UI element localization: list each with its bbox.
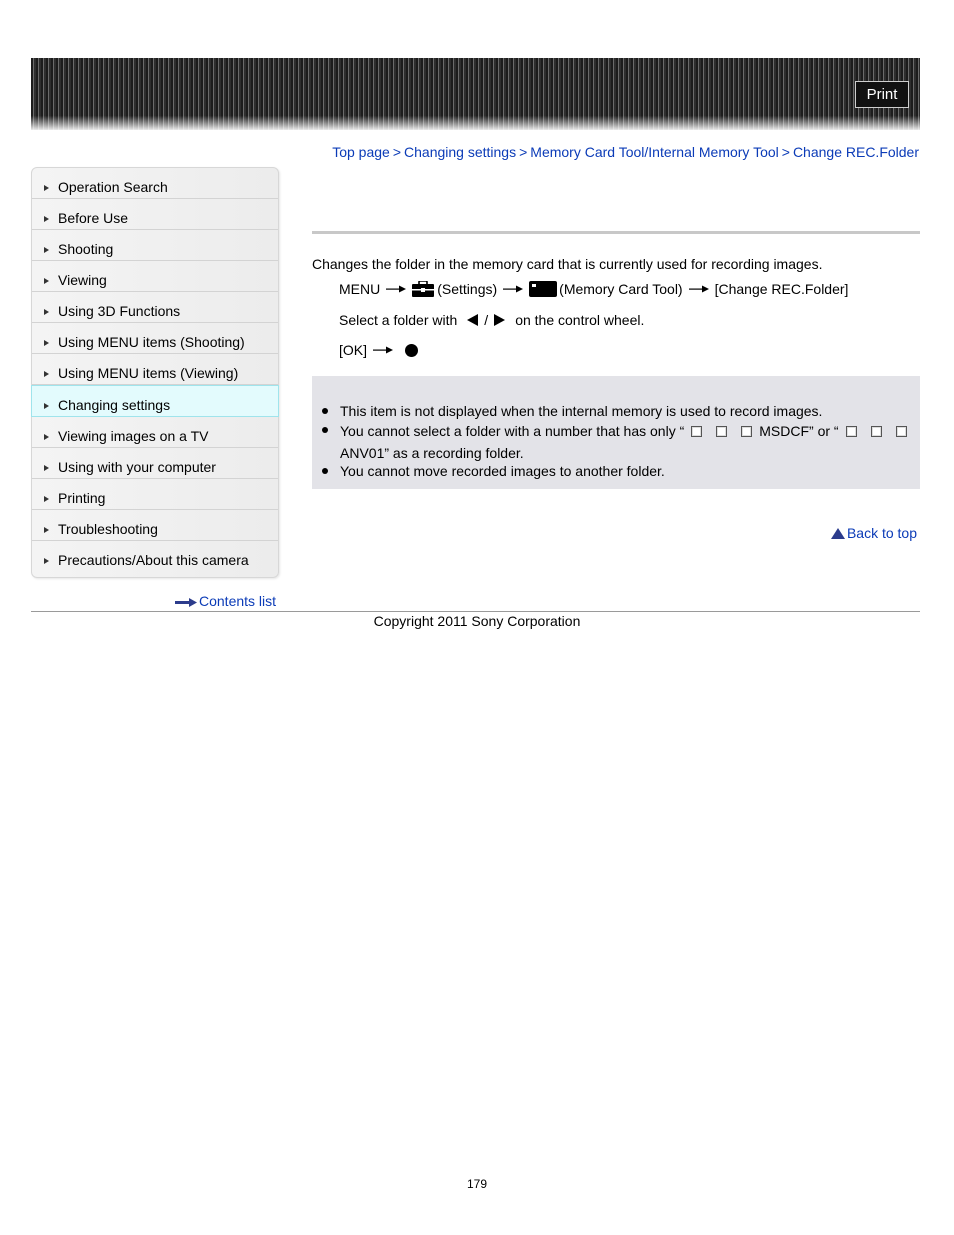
sidebar-item-label: Viewing images on a TV <box>58 428 209 444</box>
triangle-up-icon <box>831 528 845 539</box>
arrow-right-icon <box>175 598 197 607</box>
triangle-right-icon <box>44 185 49 191</box>
sidebar-item-label: Shooting <box>58 241 114 257</box>
arrow-right-icon <box>386 285 406 293</box>
box-placeholder-icon <box>741 426 752 437</box>
sidebar-item-label: Printing <box>58 490 106 506</box>
triangle-right-icon <box>44 340 49 346</box>
sidebar-item-label: Before Use <box>58 210 129 226</box>
step-3 <box>339 342 418 358</box>
step-1 <box>339 281 848 297</box>
triangle-right-icon <box>44 309 49 315</box>
toolbox-settings-icon <box>412 281 434 297</box>
sidebar-item-label: Using with your computer <box>58 459 216 475</box>
notes-box <box>312 376 920 489</box>
triangle-right-icon <box>44 278 49 284</box>
step-2 <box>339 312 644 328</box>
sidebar-item-viewing[interactable] <box>32 261 278 292</box>
menu-label: MENU <box>339 281 381 297</box>
box-placeholder-icon <box>691 426 702 437</box>
triangle-left-icon <box>467 314 478 326</box>
sidebar-item-label: Using MENU items (Shooting) <box>58 334 245 350</box>
note-2-line-2: ANV01” as a recording folder. <box>340 445 524 461</box>
triangle-right-icon <box>44 527 49 533</box>
sidebar-item-troubleshooting[interactable] <box>32 510 278 541</box>
triangle-right-icon <box>44 216 49 222</box>
sidebar-nav <box>31 167 279 578</box>
box-placeholder-icon <box>846 426 857 437</box>
bullet-icon <box>322 468 328 474</box>
bullet-icon <box>322 408 328 414</box>
bullet-icon <box>322 427 328 433</box>
triangle-right-icon <box>44 403 49 409</box>
arrow-right-icon <box>503 285 523 293</box>
note-2-part-b: MSDCF” or “ <box>759 423 839 439</box>
sidebar-item-computer[interactable] <box>32 448 278 479</box>
sidebar-item-label: Operation Search <box>58 179 168 195</box>
sidebar-item-label: Precautions/About this camera <box>58 552 249 568</box>
footer-divider <box>31 611 920 612</box>
triangle-right-icon <box>44 558 49 564</box>
box-placeholder-icon <box>871 426 882 437</box>
triangle-right-icon <box>44 465 49 471</box>
sidebar-item-viewing-on-tv[interactable] <box>32 417 278 448</box>
breadcrumb-top-page[interactable]: Top page <box>332 144 390 160</box>
sidebar-item-changing-settings[interactable] <box>31 385 279 417</box>
triangle-right-icon <box>44 247 49 253</box>
breadcrumb-separator: > <box>519 144 528 160</box>
arrow-right-icon <box>689 285 709 293</box>
back-to-top-link[interactable] <box>831 525 917 541</box>
breadcrumb-changing-settings[interactable]: Changing settings <box>404 144 517 160</box>
sidebar-item-operation-search[interactable] <box>32 168 278 199</box>
sidebar-item-menu-viewing[interactable] <box>32 354 278 385</box>
breadcrumb-change-rec-folder[interactable]: Change REC.Folder <box>792 144 919 160</box>
title-divider <box>312 231 920 234</box>
intro-text: Changes the folder in the memory card that is currently used for recording images. <box>312 256 823 272</box>
print-button[interactable]: Print <box>855 81 909 108</box>
back-to-top-label: Back to top <box>846 525 917 541</box>
breadcrumb-memory-card-tool[interactable]: Memory Card Tool/Internal Memory Tool <box>530 144 779 160</box>
note-2-part-a: You cannot select a folder with a number that has only “ <box>340 423 685 439</box>
sidebar-item-label: Changing settings <box>58 397 171 413</box>
sidebar-item-before-use[interactable] <box>32 199 278 230</box>
triangle-right-icon <box>494 314 505 326</box>
change-rec-folder-label: [Change REC.Folder] <box>714 281 849 297</box>
sidebar-item-label: Viewing <box>58 272 107 288</box>
sidebar-item-label: Troubleshooting <box>58 521 158 537</box>
contents-list-link[interactable] <box>175 593 276 609</box>
breadcrumb <box>332 144 919 160</box>
triangle-right-icon <box>44 434 49 440</box>
sidebar-item-menu-shooting[interactable] <box>32 323 278 354</box>
arrow-right-icon <box>373 346 393 354</box>
slash-text: / <box>484 312 489 328</box>
sidebar-item-shooting[interactable] <box>32 230 278 261</box>
note-1: This item is not displayed when the internal memory is used to record images. <box>340 403 823 419</box>
triangle-right-icon <box>44 371 49 377</box>
sidebar-item-label: Using 3D Functions <box>58 303 181 319</box>
breadcrumb-separator: > <box>781 144 790 160</box>
note-2-line-1 <box>340 423 914 439</box>
sidebar-item-precautions[interactable] <box>32 541 278 577</box>
box-placeholder-icon <box>716 426 727 437</box>
header-banner <box>31 58 920 130</box>
page-number: 179 <box>466 1177 488 1191</box>
breadcrumb-separator: > <box>392 144 402 160</box>
contents-list-label: Contents list <box>199 593 277 609</box>
select-folder-text: Select a folder with <box>339 312 458 328</box>
box-placeholder-icon <box>896 426 907 437</box>
note-3: You cannot move recorded images to another folder. <box>340 463 665 479</box>
center-button-icon <box>405 344 418 357</box>
memory-card-icon <box>529 281 557 297</box>
sidebar-item-label: Using MENU items (Viewing) <box>58 365 239 381</box>
settings-label: (Settings) <box>437 281 498 297</box>
control-wheel-text: on the control wheel. <box>515 312 645 328</box>
triangle-right-icon <box>44 496 49 502</box>
copyright-text: Copyright 2011 Sony Corporation <box>373 613 581 629</box>
ok-label: [OK] <box>339 342 368 358</box>
memory-card-tool-label: (Memory Card Tool) <box>559 281 683 297</box>
sidebar-item-3d-functions[interactable] <box>32 292 278 323</box>
sidebar-item-printing[interactable] <box>32 479 278 510</box>
